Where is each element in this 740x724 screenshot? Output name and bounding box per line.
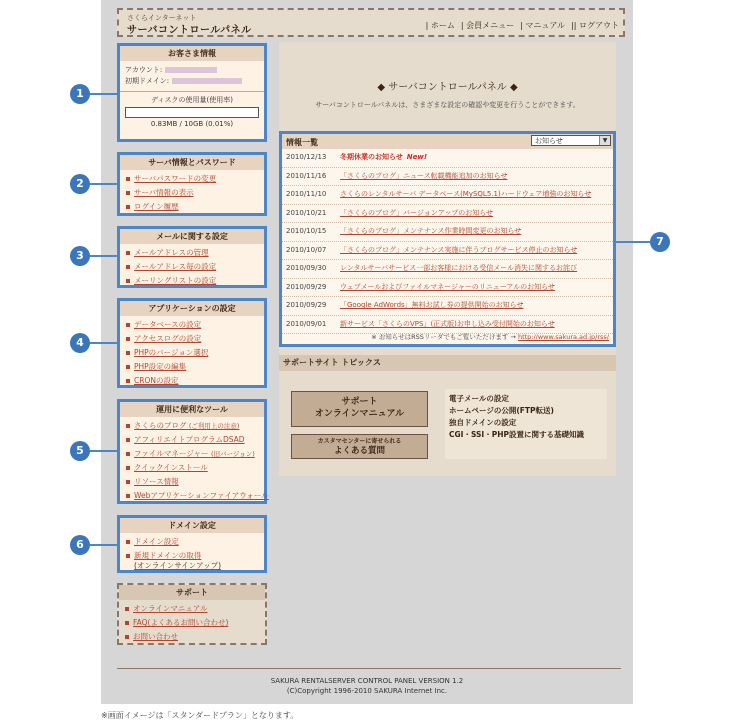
menu-faq[interactable]: FAQ(よくあるお問い合わせ) [125,616,265,630]
news-rss-text: ※ お知らせはRSSリーダでもご覧いただけます → [371,333,516,341]
callout-2-line [90,183,117,185]
callout-5-line [90,450,117,452]
brand-sub: さくらインターネット [127,14,197,22]
callout-6: 6 [70,535,90,555]
account-row [120,65,264,76]
menu-server-password[interactable]: サーバパスワードの変更 [126,172,264,186]
news-link[interactable]: 新サービス「さくらのVPS」(正式版)お申し込み受付開始のお知らせ [340,319,555,328]
menu-new-domain-label: 新規ドメインの取得 [134,551,202,560]
callout-2: 2 [70,174,90,194]
news-row [282,149,613,168]
callout-7: 7 [650,232,670,252]
account-info-box [117,43,267,142]
menu-php-version[interactable]: PHPのバージョン選択 [126,346,264,360]
support-menu-title: サポート [119,585,265,600]
mail-settings-title: メールに関する設定 [120,229,264,244]
support-topics-box [279,355,616,475]
news-row [282,168,613,187]
callout-3-line [90,255,117,257]
news-link[interactable] [340,149,427,167]
new-badge: New! [406,153,428,161]
domain-value-redacted [172,78,242,84]
footer-copyright: (C)Copyright 1996-2010 SAKURA Internet Inc. [286,687,448,695]
callout-4-line [90,342,117,344]
app-settings-title: アプリケーションの設定 [120,301,264,316]
tools-title: 運用に便利なツール [120,402,264,417]
callout-4: 4 [70,333,90,353]
account-label: アカウント: [125,66,163,74]
main-description: サーバコントロールパネルは、さまざまな設定の確認や変更を行うことができます。 [315,101,580,109]
server-info-box [117,152,267,216]
menu-server-info[interactable]: サーバ情報の表示 [126,186,264,200]
online-manual-line1: サポート [341,397,378,407]
news-link-text: 冬期休業のお知らせ [340,153,403,161]
menu-resource-info[interactable]: リソース情報 [126,475,264,489]
callout-5: 5 [70,441,90,461]
news-date: 2010/10/15 [286,227,327,235]
news-date: 2010/09/30 [286,264,327,272]
topic-item[interactable]: CGI・SSI・PHP設置に関する基礎知識 [449,430,584,439]
menu-php-settings[interactable]: PHP設定の編集 [126,360,264,374]
menu-mail-address[interactable]: メールアドレスの管理 [126,246,264,260]
news-link[interactable]: 「さくらのブログ」メンテナンス実施に伴うブログサービス停止のお知らせ [340,245,578,254]
news-link[interactable]: 「Google AdWords」無料お試し券の提供開始のお知らせ [340,301,524,309]
news-date: 2010/09/29 [286,301,327,309]
topic-item[interactable]: 独自ドメインの設定 [449,418,517,427]
menu-affiliate[interactable]: アフィリエイトプログラムDSAD [126,433,264,447]
news-title: 情報一覧 [286,138,318,147]
menu-new-domain-sub: (オンラインサインアップ) [134,561,222,570]
callout-1: 1 [70,84,90,104]
image-caption: ※画面イメージは「スタンダードプラン」となります。 [101,711,299,720]
news-row [282,186,613,205]
news-row [282,205,613,224]
news-rss-link[interactable]: http://www.sakura.ad.jp/rss/ [517,333,609,341]
header-bar [117,8,625,37]
menu-new-domain[interactable] [126,549,264,573]
topic-item[interactable]: 電子メールの設定 [449,394,509,403]
server-info-title: サーバ情報とパスワード [120,155,264,170]
domain-row [120,76,264,87]
news-row [282,279,613,298]
menu-file-manager[interactable] [126,447,264,461]
news-link[interactable]: 「さくらのブログ」メンテナンス作業時間変更のお知らせ [340,227,522,235]
domain-settings-title: ドメイン設定 [120,518,264,533]
news-date: 2010/11/10 [286,190,327,198]
account-value-redacted [165,67,217,73]
nav-logout[interactable]: || ログアウト [571,21,619,30]
footer [101,676,633,696]
account-info-title: お客さま情報 [120,46,264,61]
news-row [282,242,613,261]
menu-contact[interactable]: お問い合わせ [125,630,265,644]
news-date: 2010/09/29 [286,282,327,291]
news-row [282,223,613,242]
support-topics-title: サポートサイト トピックス [279,355,616,371]
news-link[interactable]: 「さくらのブログ」ニュース転載機能追加のお知らせ [340,171,508,180]
faq-button[interactable] [291,434,428,459]
menu-blog-label: さくらのブログ [134,421,187,430]
news-link[interactable]: レンタルサーバサービス一部お客様における受信メール消失に関するお詫び [340,264,578,272]
menu-mailing-list[interactable]: メーリングリストの設定 [126,274,264,288]
menu-blog-note[interactable]: (ご利用上の注意) [188,422,240,430]
menu-quick-install[interactable]: クイックインストール [126,461,264,475]
faq-line1: カスタマセンターに寄せられる [317,438,402,445]
news-date: 2010/11/16 [286,171,327,180]
news-header [282,134,613,149]
menu-mail-per-address[interactable]: メールアドレス毎の設定 [126,260,264,274]
menu-login-history[interactable]: ログイン履歴 [126,200,264,214]
callout-7-line [616,241,650,243]
nav-member-menu[interactable]: | 会員メニュー [460,21,515,30]
disk-usage-bar [125,107,259,118]
online-manual-button[interactable] [291,391,428,427]
tools-box [117,399,267,504]
menu-cron[interactable]: CRONの設定 [126,374,264,388]
app-settings-box [117,298,267,388]
header-nav [426,20,619,31]
news-date: 2010/09/01 [286,319,327,328]
news-row [282,260,613,279]
domain-label: 初期ドメイン: [125,77,170,85]
nav-home[interactable]: | ホーム [425,21,455,30]
menu-access-log[interactable]: アクセスログの設定 [126,332,264,346]
news-date: 2010/12/13 [286,153,327,161]
news-date: 2010/10/21 [286,208,327,217]
menu-file-manager-label: ファイルマネージャー [134,449,209,458]
news-link[interactable]: さくらのレンタルサーバ データベース(MySQL5.1)ハードウェア増強のお知らせ [340,190,592,198]
faq-line2: よくある質問 [333,446,385,456]
news-filter-value: お知らせ [535,137,563,145]
chevron-down-icon[interactable]: ▼ [599,136,610,145]
menu-database[interactable]: データベースの設定 [126,318,264,332]
disk-usage-text: 0.83MB / 10GB (0.01%) [150,120,234,128]
news-link[interactable]: 「さくらのブログ」バージョンアップのお知らせ [340,208,494,217]
callout-6-line [90,544,117,546]
news-row [282,297,613,316]
news-rss-note [282,332,609,341]
news-link[interactable]: ウェブメールおよびファイルマネージャーのリニューアルのお知らせ [340,282,555,291]
callout-1-line [90,93,117,95]
menu-file-manager-note[interactable]: (旧バージョン) [210,450,255,458]
news-filter-select[interactable] [531,135,611,146]
menu-blog[interactable] [126,419,264,433]
footer-divider [117,668,621,669]
brand-title: サーバコントロールパネル [127,25,252,36]
mail-settings-box [117,226,267,288]
main-title: ◆ サーバコントロールパネル ◆ [377,82,518,93]
topic-list [445,389,607,459]
news-date: 2010/10/07 [286,245,327,254]
online-manual-line2: オンラインマニュアル [314,409,405,419]
footer-version: SAKURA RENTALSERVER CONTROL PANEL VERSION 1.2 [270,677,464,685]
menu-online-manual[interactable]: オンラインマニュアル [125,602,265,616]
news-list-box [279,131,616,347]
support-menu-box [117,583,267,645]
callout-3: 3 [70,246,90,266]
topic-item[interactable]: ホームページの公開(FTP転送) [449,406,554,415]
menu-domain-settings[interactable]: ドメイン設定 [126,535,264,549]
nav-manual[interactable]: | マニュアル [520,21,566,30]
disk-usage-title: ディスクの使用量(使用率) [120,91,264,105]
menu-waf[interactable]: Webアプリケーションファイアウォール [126,489,264,503]
domain-settings-box [117,515,267,573]
